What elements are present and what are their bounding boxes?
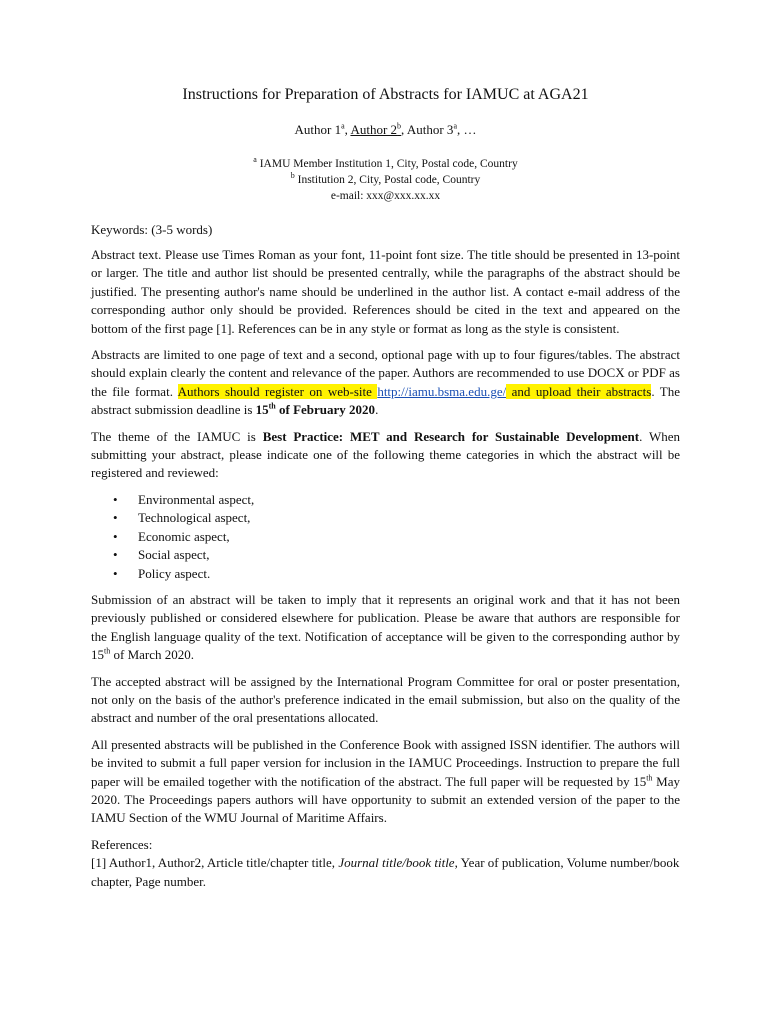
references: [91, 836, 680, 891]
affiliation-2-text: Institution 2, City, Postal code, Country: [294, 174, 481, 186]
affiliation-1-sup: a: [253, 155, 257, 165]
theme-category: Policy aspect.: [138, 565, 211, 581]
highlight-register: Authors should register on web-site: [177, 383, 372, 399]
bullet-icon: •: [113, 491, 118, 507]
keywords: Keywords: (3-5 words): [91, 222, 213, 237]
affiliation-2-sup: b: [290, 171, 295, 181]
submission-date: of March 2020.: [110, 647, 194, 663]
author-3: Author 3: [406, 122, 454, 137]
submission-text: Submission of an abstract will be taken to imply that it represents an original work and that it has not been previously published or considered elsewhere for publication. Please be aware that authors are responsible for the English language quality of the text. Notification of acceptance will be given to the corresponding author by 15: [91, 591, 680, 663]
affiliation-1: [91, 156, 680, 172]
theme-intro: The theme of the IAMUC is: [91, 428, 263, 444]
paragraph-theme: [91, 428, 680, 483]
theme-category: Economic aspect,: [138, 528, 230, 544]
author-1: Author 1: [294, 122, 342, 137]
paragraph-publication: [91, 736, 680, 828]
reference-1-authors: [1] Author1, Author2, Article title/chapter title,: [91, 855, 339, 871]
deadline-end: .: [375, 402, 379, 418]
affiliation-2: [91, 172, 680, 188]
submission-deadline: [256, 402, 375, 417]
website-link[interactable]: http://iamu.bsma.edu.ge/: [377, 383, 507, 399]
deadline-day: 15: [255, 402, 269, 418]
theme-category-list: [91, 491, 680, 583]
author-list: [91, 122, 680, 138]
affiliations: [91, 156, 680, 204]
conference-theme: Best Practice: MET and Research for Sustainable Development: [262, 428, 640, 444]
reference-1: [91, 854, 680, 891]
deadline-sup: th: [268, 401, 276, 411]
author-3-sup: a: [453, 121, 457, 131]
bullet-icon: •: [113, 510, 118, 526]
references-heading: References:: [91, 836, 153, 852]
affiliation-1-text: IAMU Member Institution 1, City, Postal code, Country: [256, 158, 518, 170]
bullet-icon: •: [113, 547, 118, 563]
list-item: [113, 491, 680, 509]
author-2-sup: b: [397, 121, 402, 131]
deadline-rest: of February 2020: [275, 402, 376, 418]
list-item: [113, 509, 680, 527]
publication-text: All presented abstracts will be published in the Conference Book with assigned ISSN identifier. The authors will be invited to submit a full paper version for inclusion in the IAMUC Proceedings. Instruction to prepare the full paper will be emailed together with the notification of the abstract. The full paper will be requested by 15: [91, 736, 680, 789]
author-2: Author 2: [350, 122, 398, 137]
theme-category: Environmental aspect,: [138, 491, 255, 507]
publication-sup: th: [646, 773, 653, 783]
theme-category: Social aspect,: [138, 547, 210, 563]
author-separator: ,: [344, 122, 351, 137]
author-separator: ,: [401, 122, 407, 137]
deadline-intro: . The abstract submission deadline is: [91, 383, 681, 418]
bullet-icon: •: [113, 528, 118, 544]
theme-category: Technological aspect,: [138, 510, 251, 526]
author-list-tail: , …: [457, 122, 477, 137]
paragraph-abstract-text: Abstract text. Please use Times Roman as your font, 11-point font size. The title should be presented in 13-point or larger. The title and author list should be presented centrally, while the paragraphs of the abstract should be justified. The presenting author's name should be underlined in the author list. A contact e-mail address of the corresponding author only should be provided. References should be cited in the text and appeared on the bottom of the first page [1]. References can be in any style or format as long as the style is consistent.: [91, 247, 680, 336]
theme-instructions: . When submitting your abstract, please indicate one of the following theme categories in which the abstract will be registered and reviewed:: [91, 428, 680, 481]
author-1-sup: a: [341, 121, 345, 131]
paragraph-limits-text: Abstracts are limited to one page of text and a second, optional page with up to four figures/tables. The abstract should explain clearly the content and relevance of the paper. Authors are recommended to use DOCX or PDF as the file format.: [91, 347, 680, 399]
page-title: Instructions for Preparation of Abstracts for IAMUC at AGA21: [182, 86, 589, 103]
paragraph-assignment: The accepted abstract will be assigned by the International Program Committee for oral or poster presentation, not only on the basis of the author's preference indicated in the email submission, but also on the quality of the abstract and number of the oral presentations allocated.: [91, 673, 680, 726]
reference-1-journal: Journal title/book title: [338, 855, 455, 871]
list-item: [113, 565, 680, 583]
reference-1-details: , Year of publication, Volume number/book chapter, Page number.: [91, 855, 680, 889]
contact-email: e-mail: xxx@xxx.xx.xx: [330, 190, 441, 202]
paragraph-submission: [91, 591, 680, 665]
presenting-author: [350, 122, 401, 137]
list-item: [113, 546, 680, 564]
publication-rest: May 2020. The Proceedings papers authors will have opportunity to submit an extended version of the paper to the IAMU Section of the WMU Journal of Maritime Affairs.: [91, 773, 680, 826]
abstract-body: [91, 246, 680, 891]
highlight-upload: and upload their abstracts: [511, 383, 652, 399]
bullet-icon: •: [113, 565, 118, 581]
list-item: [113, 528, 680, 546]
paragraph-limits: [91, 346, 680, 420]
highlight-space: [506, 384, 511, 399]
submission-sup: th: [104, 646, 111, 656]
